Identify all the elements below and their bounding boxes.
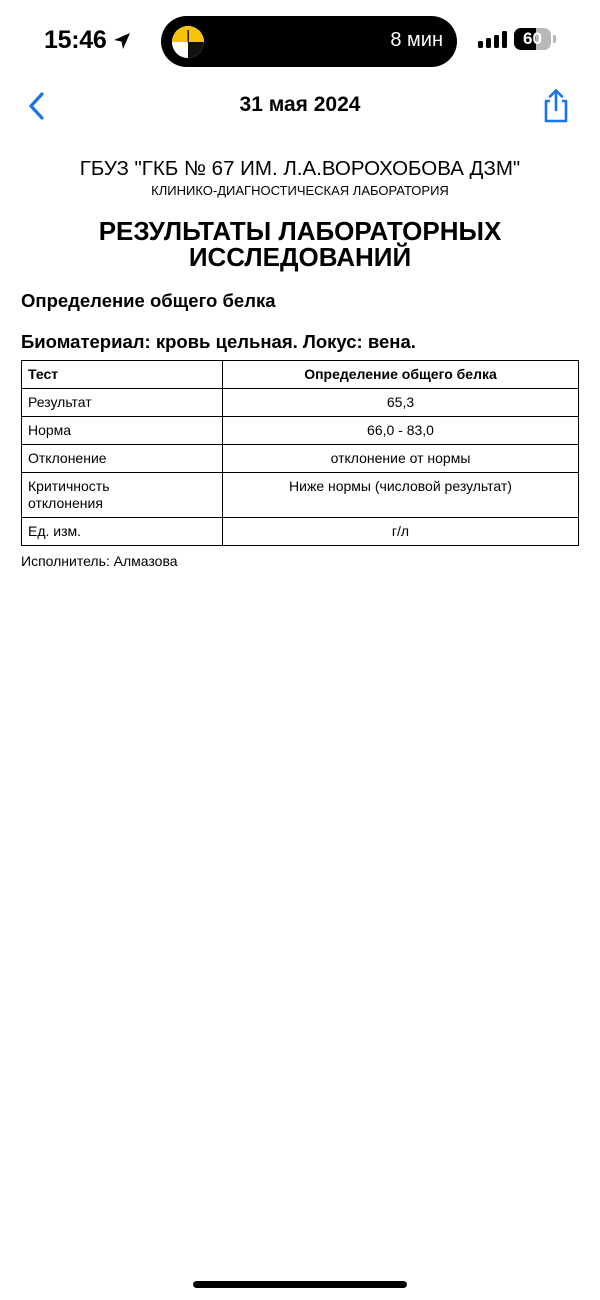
biomaterial-info: Биоматериал: кровь цельная. Локус: вена. — [21, 331, 416, 352]
cellular-signal-icon — [478, 31, 507, 48]
row-value: г/л — [223, 518, 579, 546]
table-row — [22, 445, 579, 473]
table-row — [22, 389, 579, 417]
test-name: Определение общего белка — [21, 290, 276, 311]
battery-cap — [553, 35, 556, 43]
report-title-line1: РЕЗУЛЬТАТЫ ЛАБОРАТОРНЫХ — [98, 216, 502, 246]
row-label: Отклонение — [22, 445, 223, 473]
table-header-label: Тест — [22, 361, 223, 389]
row-label: Норма — [22, 417, 223, 445]
row-label: Результат — [22, 389, 223, 417]
row-value: отклонение от нормы — [223, 445, 579, 473]
taxi-app-icon — [171, 25, 205, 59]
share-icon[interactable] — [540, 88, 572, 124]
laboratory-name: КЛИНИКО-ДИАГНОСТИЧЕСКАЯ ЛАБОРАТОРИЯ — [151, 183, 449, 198]
nav-title: 31 мая 2024 — [239, 93, 361, 116]
table-row — [22, 473, 579, 518]
dynamic-island[interactable] — [161, 16, 457, 67]
island-eta-text: 8 мин — [390, 29, 443, 51]
lab-report-document — [21, 156, 579, 569]
battery-icon — [514, 28, 551, 50]
table-header-row — [22, 361, 579, 389]
executor-name: Исполнитель: Алмазова — [21, 553, 178, 569]
row-label: Ед. изм. — [22, 518, 223, 546]
table-header-value: Определение общего белка — [223, 361, 579, 389]
row-value: Ниже нормы (числовой результат) — [223, 473, 579, 518]
table-row — [22, 417, 579, 445]
status-time-text: 15:46 — [44, 26, 107, 54]
location-arrow-icon — [112, 31, 132, 51]
row-label: Критичность отклонения — [22, 473, 223, 518]
results-table — [21, 360, 579, 546]
battery-level-text: 60 — [523, 29, 542, 48]
organization-name: ГБУЗ "ГКБ № 67 ИМ. Л.А.ВОРОХОБОВА ДЗМ" — [79, 157, 521, 180]
table-row — [22, 518, 579, 546]
row-value: 66,0 - 83,0 — [223, 417, 579, 445]
home-indicator[interactable] — [193, 1281, 407, 1288]
row-value: 65,3 — [223, 389, 579, 417]
report-title — [21, 218, 579, 270]
report-title-line2: ИССЛЕДОВАНИЙ — [188, 242, 412, 272]
status-time — [44, 26, 132, 55]
